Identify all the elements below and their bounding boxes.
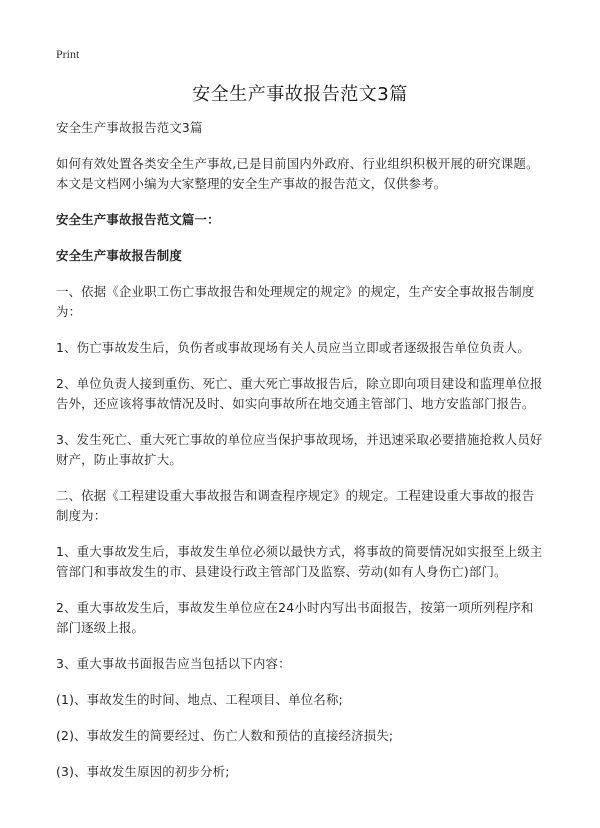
paragraph-item: 2、单位负责人接到重伤、死亡、重大死亡事故报告后，除立即向项目建设和监理单位报告外，还应该将事故情况及时、如实向事故所在地交通主管部门、地方安监部门报告。 [56, 376, 543, 411]
paragraph-item: 1、重大事故发生后，事故发生单位必须以最快方式，将事故的简要情况如实报至上级主管部门和事故发生的市、县建设行政主管部门及监察、劳动(如有人身伤亡)部门。 [56, 544, 543, 579]
paragraph-item: 二、依据《工程建设重大事故报告和调查程序规定》的规定。工程建设重大事故的报告制度为： [56, 488, 535, 523]
paragraph-item: 1、伤亡事故发生后，负伤者或事故现场有关人员应当立即或者逐级报告单位负责人。 [56, 340, 530, 355]
paragraph-item: (2)、事故发生的简要经过、伤亡人数和预估的直接经济损失; [56, 728, 394, 743]
paragraph-item: 3、重大事故书面报告应当包括以下内容： [56, 656, 291, 671]
paragraph-item: 3、发生死亡、重大死亡事故的单位应当保护事故现场，并迅速采取必要措施抢救人员好财产，防止事故扩大。 [56, 432, 543, 467]
document-title: 安全生产事故报告范文3篇 [192, 84, 408, 105]
print-link[interactable]: Print [56, 47, 80, 61]
document-body [56, 118, 546, 798]
paragraph-item: 一、依据《企业职工伤亡事故报告和处理规定的规定》的规定，生产安全事故报告制度为： [56, 284, 535, 319]
paragraph-item: (3)、事故发生原因的初步分析; [56, 764, 230, 779]
paragraph-item: 2、重大事故发生后，事故发生单位应在24小时内写出书面报告，按第一项所列程序和部门逐级上报。 [56, 600, 534, 635]
section-heading-report-system: 安全生产事故报告制度 [56, 248, 182, 263]
paragraph-intro: 如何有效处置各类安全生产事故,已是目前国内外政府、行业组织积极开展的研究课题。本文是文档网小编为大家整理的安全生产事故的报告范文，仅供参考。 [56, 156, 539, 191]
paragraph-subtitle: 安全生产事故报告范文3篇 [56, 120, 203, 135]
section-heading-part-one: 安全生产事故报告范文篇一： [56, 212, 220, 227]
paragraph-item: (1)、事故发生的时间、地点、工程项目、单位名称; [56, 692, 343, 707]
